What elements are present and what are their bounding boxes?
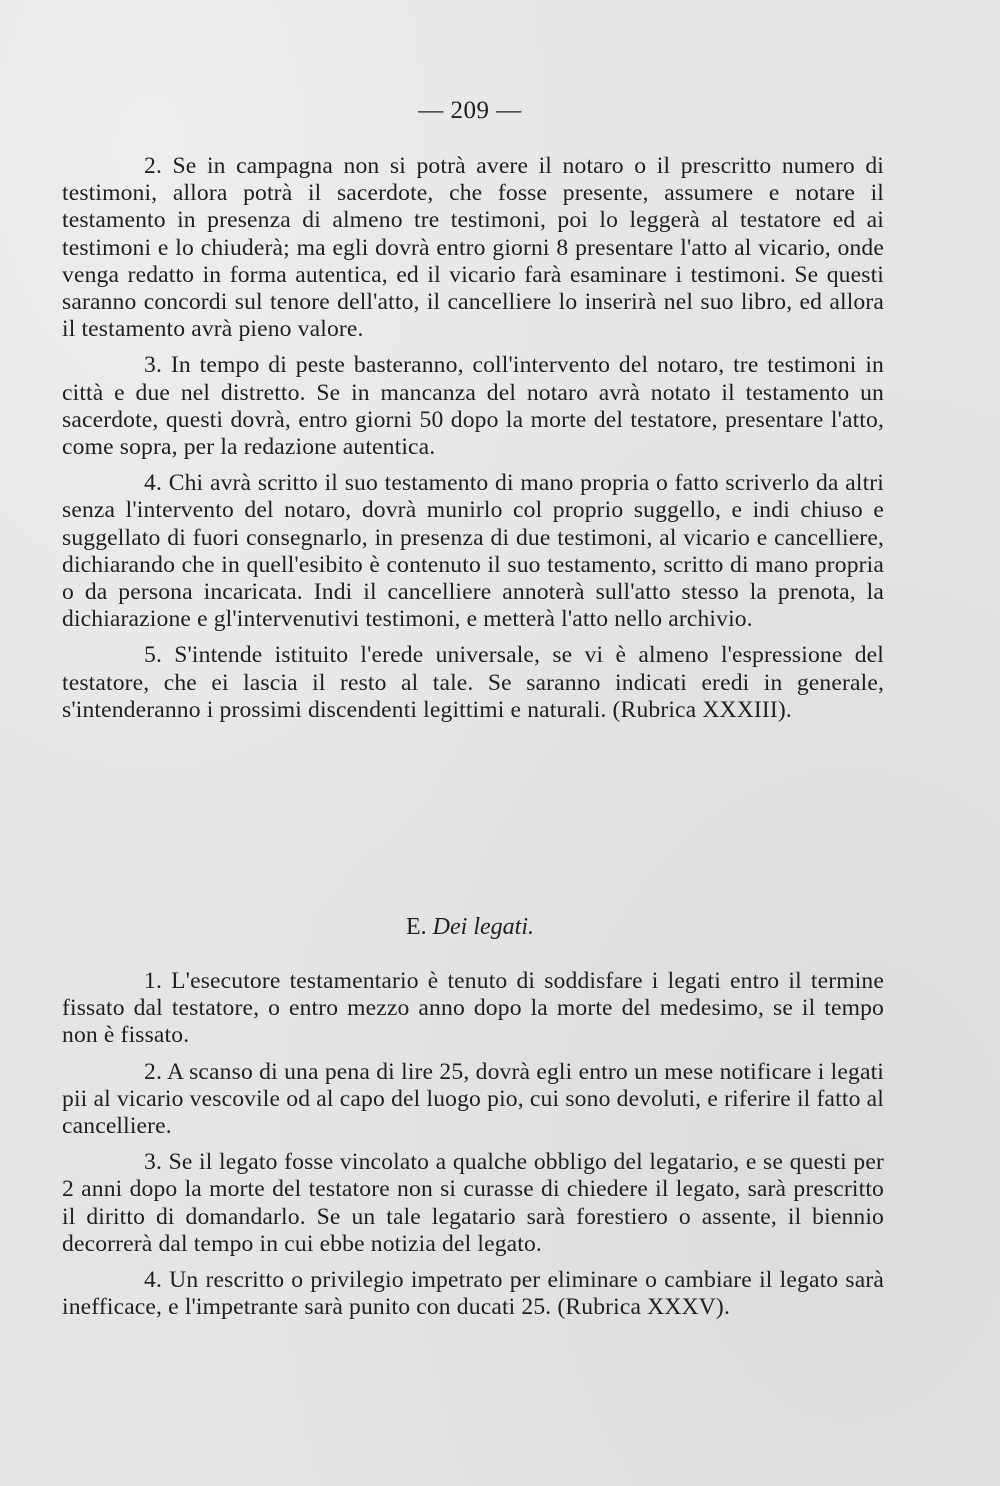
paragraph: 1. L'esecutore testamentario è tenuto di soddisfare i legati entro il termine fissato dal testatore, o entro mezzo anno dopo la morte del medesimo, se il tempo non è fissato. bbox=[62, 968, 884, 1049]
paragraph: 3. Se il legato fosse vincolato a qualche obbligo del legatario, e se questi per 2 anni dopo la morte del testatore non si curasse di chiedere il legato, sarà prescritto il diritto di domandarlo. Se un tale legatario sarà forestiero o assente, il biennio decorrerà dal tempo in cui ebbe notizia del legato. bbox=[62, 1149, 884, 1257]
paragraph: 4. Chi avrà scritto il suo testamento di mano propria o fatto scriverlo da altri senza l'intervento del notaro, dovrà munirlo col proprio suggello, e indi chiuso e suggellato di fuori consegnarlo, in presenza di due testimoni, al vicario e cancelliere, dichiarando che in quell'esibito è contenuto il suo testamento, scritto di mano propria o da persona incaricata. Indi il cancelliere annoterà sull'atto stesso la prenota, la dichiarazione e gl'intervenutivi testimoni, e metterà l'atto nello archivio. bbox=[62, 470, 884, 633]
section-heading bbox=[0, 914, 940, 941]
paragraphs-before-section bbox=[62, 153, 884, 724]
paragraph: 5. S'intende istituito l'erede universale, se vi è almeno l'espressione del testatore, che ei lascia il resto al tale. Se saranno indicati eredi in generale, s'intenderanno i prossimi discendenti legittimi e naturali. (Rubrica XXXIII). bbox=[62, 642, 884, 723]
paragraph: 2. Se in campagna non si potrà avere il notaro o il prescritto numero di testimoni, allora potrà il sacerdote, che fosse presente, assumere e notare il testamento in presenza di almeno tre testimoni, poi lo leggerà al testatore ed ai testimoni e lo chiuderà; ma egli dovrà entro giorni 8 presentare l'atto al vicario, onde venga redatto in forma autentica, ed il vicario farà esaminare i testimoni. Se questi saranno concordi sul tenore dell'atto, il cancelliere lo inserirà nel suo libro, ed allora il testamento avrà pieno valore. bbox=[62, 153, 884, 343]
section-title: Dei legati. bbox=[432, 914, 534, 940]
page-number: — 209 — bbox=[418, 97, 522, 124]
paragraph: 2. A scanso di una pena di lire 25, dovrà egli entro un mese notificare i legati pii al vicario vescovile od al capo del luogo pio, cui sono devoluti, e riferire il fatto al cancelliere. bbox=[62, 1058, 884, 1140]
paragraphs-after-section bbox=[62, 968, 884, 1321]
section-letter: E. bbox=[406, 914, 427, 940]
paragraph: 4. Un rescritto o privilegio impetrato per eliminare o cambiare il legato sarà inefficace, e l'impetrante sarà punito con ducati 25. (Rubrica XXXV). bbox=[62, 1267, 884, 1321]
paragraph: 3. In tempo di peste basteranno, coll'intervento del notaro, tre testimoni in città e due nel distretto. Se in mancanza del notaro avrà notato il testamento un sacerdote, questi dovrà, entro giorni 50 dopo la morte del testatore, presentare l'atto, come sopra, per la redazione autentica. bbox=[62, 352, 884, 461]
